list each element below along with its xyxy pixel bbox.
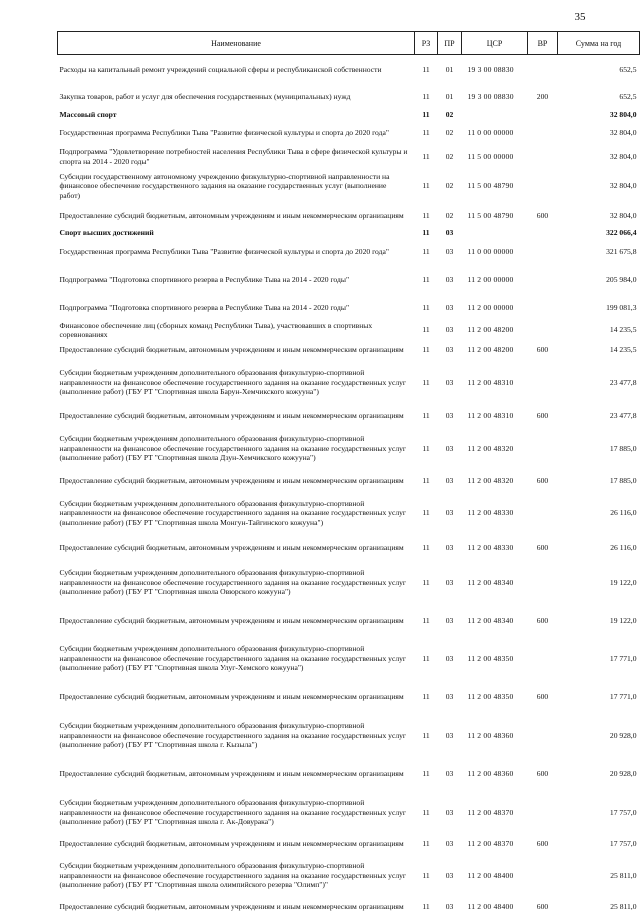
page-number: 35 bbox=[574, 11, 586, 23]
row-vr-cell bbox=[528, 492, 558, 535]
row-rz-cell: 11 bbox=[422, 377, 430, 387]
row-csr-cell: 11 2 00 48340 bbox=[467, 577, 514, 587]
row-rz-cell: 11 bbox=[422, 92, 430, 102]
row-name-cell: Государственная программа Республики Тыва "Развитие физической культуры и спорта до 2020 года" bbox=[59, 127, 389, 137]
table-row bbox=[58, 169, 640, 204]
row-vr-cell bbox=[528, 638, 558, 680]
row-rz-cell: 11 bbox=[422, 181, 430, 191]
row-rz-cell: 11 bbox=[422, 151, 430, 161]
table-row bbox=[58, 792, 640, 834]
table-row bbox=[58, 239, 640, 265]
row-pr-cell: 03 bbox=[445, 653, 454, 663]
row-csr-cell: 11 2 00 48200 bbox=[467, 325, 514, 335]
row-csr-cell: 11 2 00 48340 bbox=[467, 615, 514, 625]
row-pr-cell: 03 bbox=[445, 577, 454, 587]
row-vr-cell: 200 bbox=[536, 92, 549, 102]
row-vr-cell: 600 bbox=[536, 344, 549, 354]
row-name-cell: Субсидии бюджетным учреждениям дополнительного образования физкультурно-спортивной направленности на финансовое обеспечение государственного задания на оказание государственных услуг (выполнение работ) (ГБУ РТ "Спортивная школа г. Ак-Довурака") bbox=[59, 798, 407, 827]
table-row bbox=[58, 110, 640, 121]
row-sum-cell: 26 116,0 bbox=[610, 508, 637, 518]
row-rz-cell: 11 bbox=[422, 64, 430, 74]
row-pr-cell: 02 bbox=[445, 151, 454, 161]
table-row bbox=[58, 897, 640, 917]
row-sum-cell: 652,5 bbox=[619, 92, 637, 102]
row-pr-cell: 02 bbox=[445, 210, 454, 220]
row-sum-cell: 205 984,0 bbox=[606, 274, 637, 284]
table-row bbox=[58, 265, 640, 295]
row-sum-cell: 32 804,0 bbox=[609, 151, 637, 161]
row-name-cell: Подпрограмма "Подготовка спортивного резерва в Республике Тыва на 2014 - 2020 годы" bbox=[59, 302, 350, 312]
row-pr-cell: 03 bbox=[445, 870, 454, 880]
row-sum-cell: 17 757,0 bbox=[609, 839, 637, 849]
row-rz-cell: 11 bbox=[422, 246, 430, 256]
row-pr-cell: 03 bbox=[445, 325, 454, 335]
row-vr-cell bbox=[528, 55, 558, 85]
row-name-cell: Предоставление субсидий бюджетным, автономным учреждениям и иным некоммерческим организациям bbox=[59, 692, 404, 702]
row-sum-cell: 321 675,8 bbox=[606, 246, 637, 256]
row-sum-cell: 20 928,0 bbox=[609, 730, 637, 740]
table-row bbox=[58, 855, 640, 897]
row-sum-cell: 17 771,0 bbox=[609, 653, 637, 663]
row-pr-cell: 03 bbox=[445, 443, 454, 453]
table-row bbox=[58, 604, 640, 638]
row-rz-cell: 11 bbox=[422, 839, 430, 849]
row-csr-cell: 11 2 00 48350 bbox=[467, 692, 514, 702]
row-name-cell: Субсидии бюджетным учреждениям дополнительного образования физкультурно-спортивной направленности на финансовое обеспечение государственного задания на оказание государственных услуг (выполнение работ) (ГБУ РТ "Спортивная школа олимпийского резерва "Олимп")" bbox=[59, 861, 407, 890]
row-csr-cell bbox=[462, 228, 528, 239]
row-csr-cell: 11 2 00 48330 bbox=[467, 508, 514, 518]
row-sum-cell: 19 122,0 bbox=[609, 577, 637, 587]
table-row bbox=[58, 834, 640, 855]
row-sum-cell: 17 771,0 bbox=[609, 692, 637, 702]
row-name-cell: Предоставление субсидий бюджетным, автономным учреждениям и иным некоммерческим организациям bbox=[59, 839, 404, 849]
row-vr-cell: 600 bbox=[536, 692, 549, 702]
row-name-cell: Предоставление субсидий бюджетным, автономным учреждениям и иным некоммерческим организациям bbox=[59, 901, 404, 911]
row-vr-cell bbox=[528, 239, 558, 265]
row-csr-cell: 11 2 00 48360 bbox=[467, 769, 514, 779]
row-sum-cell: 14 235,5 bbox=[609, 325, 637, 335]
row-rz-cell: 11 bbox=[422, 274, 430, 284]
row-csr-cell: 11 5 00 48790 bbox=[467, 210, 514, 220]
header-pr: ПР bbox=[438, 32, 462, 55]
row-sum-cell: 32 804,0 bbox=[609, 181, 637, 191]
header-sum: Сумма на год bbox=[558, 32, 640, 55]
row-vr-cell: 600 bbox=[536, 615, 549, 625]
row-csr-cell: 11 2 00 48310 bbox=[467, 411, 514, 421]
table-header-row bbox=[58, 32, 640, 55]
row-name-cell: Предоставление субсидий бюджетным, автономным учреждениям и иным некоммерческим организациям bbox=[59, 344, 404, 354]
row-sum-cell: 32 804,0 bbox=[609, 210, 637, 220]
row-rz-cell: 11 bbox=[422, 325, 430, 335]
row-vr-cell bbox=[528, 121, 558, 145]
row-vr-cell: 600 bbox=[536, 411, 549, 421]
row-csr-cell: 11 2 00 48360 bbox=[467, 730, 514, 740]
header-vr: ВР bbox=[528, 32, 558, 55]
table-row bbox=[58, 340, 640, 360]
row-csr-cell: 19 3 00 08830 bbox=[467, 64, 514, 74]
row-csr-cell: 11 2 00 48330 bbox=[467, 543, 514, 553]
row-name-cell: Подпрограмма "Подготовка спортивного резерва в Республике Тыва на 2014 - 2020 годы" bbox=[59, 274, 350, 284]
row-vr-cell bbox=[528, 145, 558, 169]
row-pr-cell: 03 bbox=[445, 807, 454, 817]
table-row bbox=[58, 471, 640, 492]
row-name-cell: Субсидии бюджетным учреждениям дополнительного образования физкультурно-спортивной направленности на финансовое обеспечение государственного задания на оказание государственных услуг (выполнение работ) (ГБУ РТ "Спортивная школа г. Кызыла") bbox=[59, 721, 407, 750]
row-pr-cell: 03 bbox=[445, 615, 454, 625]
row-pr-cell: 03 bbox=[445, 769, 454, 779]
row-name-cell: Субсидии бюджетным учреждениям дополнительного образования физкультурно-спортивной направленности на финансовое обеспечение государственного задания на оказание государственных услуг (выполнение работ) (ГБУ РТ "Спортивная школа Монгун-Тайгинского кожууна") bbox=[59, 498, 407, 527]
row-csr-cell: 11 2 00 00000 bbox=[467, 302, 514, 312]
row-name-cell: Субсидии бюджетным учреждениям дополнительного образования физкультурно-спортивной направленности на финансовое обеспечение государственного задания на оказание государственных услуг (выполнение работ) (ГБУ РТ "Спортивная школа Барун-Хемчикского кожууна") bbox=[59, 368, 407, 397]
row-csr-cell: 11 2 00 48370 bbox=[467, 807, 514, 817]
row-rz-cell: 11 bbox=[422, 302, 430, 312]
table-row bbox=[58, 757, 640, 792]
row-vr-cell: 600 bbox=[536, 543, 549, 553]
row-csr-cell: 11 2 00 48320 bbox=[467, 443, 514, 453]
row-rz-cell: 11 bbox=[422, 344, 430, 354]
row-vr-cell bbox=[528, 792, 558, 834]
row-pr-cell: 03 bbox=[445, 274, 454, 284]
table-row bbox=[58, 145, 640, 169]
row-vr-cell bbox=[528, 715, 558, 757]
row-name-cell: Субсидии бюджетным учреждениям дополнительного образования физкультурно-спортивной направленности на финансовое обеспечение государственного задания на оказание государственных услуг (выполнение работ) (ГБУ РТ "Спортивная школа Овюрского кожууна") bbox=[59, 568, 407, 597]
row-vr-cell: 600 bbox=[536, 476, 549, 486]
row-name-cell: Предоставление субсидий бюджетным, автономным учреждениям и иным некоммерческим организациям bbox=[59, 615, 404, 625]
row-csr-cell: 11 2 00 48400 bbox=[467, 901, 514, 911]
row-pr-cell: 02 bbox=[445, 110, 454, 120]
row-sum-cell: 20 928,0 bbox=[609, 769, 637, 779]
row-name-cell: Закупка товаров, работ и услуг для обеспечения государственных (муниципальных) нужд bbox=[59, 92, 351, 102]
row-vr-cell bbox=[528, 295, 558, 321]
row-sum-cell: 17 885,0 bbox=[609, 476, 637, 486]
row-sum-cell: 32 804,0 bbox=[609, 127, 637, 137]
table-row bbox=[58, 228, 640, 239]
table-row bbox=[58, 427, 640, 471]
row-pr-cell: 02 bbox=[445, 127, 454, 137]
row-sum-cell: 17 885,0 bbox=[609, 443, 637, 453]
row-rz-cell: 11 bbox=[422, 615, 430, 625]
table-row bbox=[58, 295, 640, 321]
table-row bbox=[58, 562, 640, 604]
table-row bbox=[58, 492, 640, 535]
row-sum-cell: 199 081,3 bbox=[606, 302, 637, 312]
row-rz-cell: 11 bbox=[422, 508, 430, 518]
row-pr-cell: 01 bbox=[445, 64, 454, 74]
row-vr-cell bbox=[528, 321, 558, 340]
row-csr-cell: 11 5 00 00000 bbox=[467, 151, 514, 161]
row-rz-cell: 11 bbox=[422, 476, 430, 486]
row-rz-cell: 11 bbox=[422, 443, 430, 453]
row-sum-cell: 25 811,0 bbox=[610, 870, 637, 880]
row-name-cell: Спорт высших достижений bbox=[59, 228, 154, 238]
row-pr-cell: 03 bbox=[445, 344, 454, 354]
row-rz-cell: 11 bbox=[422, 127, 430, 137]
row-vr-cell bbox=[528, 562, 558, 604]
row-rz-cell: 11 bbox=[422, 210, 430, 220]
row-rz-cell: 11 bbox=[422, 870, 430, 880]
row-name-cell: Финансовое обеспечение лиц (сборных команд Республики Тыва), участвовавших в спортивных соревнованиях bbox=[59, 320, 373, 340]
row-pr-cell: 03 bbox=[445, 730, 454, 740]
table-body bbox=[58, 55, 640, 917]
row-name-cell: Государственная программа Республики Тыва "Развитие физической культуры и спорта до 2020 года" bbox=[59, 246, 389, 256]
table-row bbox=[58, 204, 640, 228]
row-name-cell: Субсидии бюджетным учреждениям дополнительного образования физкультурно-спортивной направленности на финансовое обеспечение государственного задания на оказание государственных услуг (выполнение работ) (ГБУ РТ "Спортивная школа Дзун-Хемчикского кожууна") bbox=[59, 434, 407, 463]
row-vr-cell bbox=[528, 110, 558, 121]
row-csr-cell bbox=[462, 110, 528, 121]
row-pr-cell: 03 bbox=[445, 508, 454, 518]
row-pr-cell: 03 bbox=[445, 411, 454, 421]
row-sum-cell: 652,5 bbox=[619, 64, 637, 74]
row-pr-cell: 02 bbox=[445, 181, 454, 191]
row-pr-cell: 03 bbox=[445, 839, 454, 849]
row-vr-cell: 600 bbox=[536, 901, 549, 911]
row-rz-cell: 11 bbox=[422, 901, 430, 911]
row-pr-cell: 03 bbox=[445, 377, 454, 387]
row-rz-cell: 11 bbox=[422, 411, 430, 421]
row-sum-cell: 25 811,0 bbox=[610, 901, 637, 911]
row-pr-cell: 03 bbox=[445, 543, 454, 553]
row-rz-cell: 11 bbox=[422, 730, 430, 740]
row-rz-cell: 11 bbox=[422, 543, 430, 553]
row-vr-cell bbox=[528, 855, 558, 897]
row-csr-cell: 11 0 00 00000 bbox=[467, 246, 514, 256]
row-name-cell: Предоставление субсидий бюджетным, автономным учреждениям и иным некоммерческим организациям bbox=[59, 769, 404, 779]
row-name-cell: Предоставление субсидий бюджетным, автономным учреждениям и иным некоммерческим организациям bbox=[59, 411, 404, 421]
row-vr-cell bbox=[528, 427, 558, 471]
row-vr-cell bbox=[528, 265, 558, 295]
row-name-cell: Предоставление субсидий бюджетным, автономным учреждениям и иным некоммерческим организациям bbox=[59, 210, 404, 220]
table-row bbox=[58, 321, 640, 340]
row-pr-cell: 03 bbox=[445, 228, 454, 238]
row-vr-cell: 600 bbox=[536, 210, 549, 220]
row-rz-cell: 11 bbox=[422, 692, 430, 702]
row-pr-cell: 03 bbox=[445, 476, 454, 486]
row-sum-cell: 23 477,8 bbox=[609, 377, 637, 387]
row-csr-cell: 19 3 00 08830 bbox=[467, 92, 514, 102]
row-vr-cell bbox=[528, 169, 558, 204]
row-sum-cell: 26 116,0 bbox=[610, 543, 637, 553]
row-rz-cell: 11 bbox=[422, 577, 430, 587]
row-csr-cell: 11 0 00 00000 bbox=[467, 127, 514, 137]
table-row bbox=[58, 360, 640, 406]
row-name-cell: Расходы на капитальный ремонт учреждений социальной сферы и республиканской собственности bbox=[59, 64, 382, 74]
table-row bbox=[58, 715, 640, 757]
row-rz-cell: 11 bbox=[422, 228, 430, 238]
row-pr-cell: 01 bbox=[445, 92, 454, 102]
table-row bbox=[58, 55, 640, 85]
row-name-cell: Субсидии государственному автономному учреждению физкультурно-спортивной направленности на финансовое обеспечение государственного задания на оказание государственных услуг (выполнение работ) bbox=[59, 171, 390, 200]
budget-table bbox=[57, 31, 640, 917]
row-csr-cell: 11 5 00 48790 bbox=[467, 181, 514, 191]
row-name-cell: Субсидии бюджетным учреждениям дополнительного образования физкультурно-спортивной направленности на финансовое обеспечение государственного задания на оказание государственных услуг (выполнение работ) (ГБУ РТ "Спортивная школа Улуг-Хемского кожууна") bbox=[59, 644, 407, 673]
row-sum-cell: 19 122,0 bbox=[609, 615, 637, 625]
header-name: Наименование bbox=[58, 32, 415, 55]
row-csr-cell: 11 2 00 48350 bbox=[467, 653, 514, 663]
header-rz: РЗ bbox=[415, 32, 438, 55]
row-pr-cell: 03 bbox=[445, 692, 454, 702]
row-vr-cell bbox=[528, 228, 558, 239]
row-sum-cell: 14 235,5 bbox=[609, 344, 637, 354]
row-csr-cell: 11 2 00 48320 bbox=[467, 476, 514, 486]
row-pr-cell: 03 bbox=[445, 246, 454, 256]
table-row bbox=[58, 85, 640, 110]
row-sum-cell: 17 757,0 bbox=[609, 807, 637, 817]
row-name-cell: Предоставление субсидий бюджетным, автономным учреждениям и иным некоммерческим организациям bbox=[59, 476, 404, 486]
row-pr-cell: 03 bbox=[445, 302, 454, 312]
table-row bbox=[58, 406, 640, 427]
table-row bbox=[58, 535, 640, 562]
row-sum-cell: 23 477,8 bbox=[609, 411, 637, 421]
row-rz-cell: 11 bbox=[422, 807, 430, 817]
row-csr-cell: 11 2 00 48200 bbox=[467, 344, 514, 354]
row-csr-cell: 11 2 00 48370 bbox=[467, 839, 514, 849]
row-name-cell: Подпрограмма "Удовлетворение потребностей населения Республики Тыва в сфере физической культуры и спорта на 2014 - 2020 годы" bbox=[59, 146, 408, 166]
row-pr-cell: 03 bbox=[445, 901, 454, 911]
table-row bbox=[58, 638, 640, 680]
row-csr-cell: 11 2 00 00000 bbox=[467, 274, 514, 284]
table-row bbox=[58, 680, 640, 715]
row-vr-cell: 600 bbox=[536, 769, 549, 779]
row-rz-cell: 11 bbox=[422, 110, 430, 120]
row-vr-cell bbox=[528, 360, 558, 406]
row-name-cell: Предоставление субсидий бюджетным, автономным учреждениям и иным некоммерческим организациям bbox=[59, 543, 404, 553]
row-name-cell: Массовый спорт bbox=[59, 110, 117, 120]
header-csr: ЦСР bbox=[462, 32, 528, 55]
row-csr-cell: 11 2 00 48400 bbox=[467, 870, 514, 880]
row-rz-cell: 11 bbox=[422, 653, 430, 663]
row-vr-cell: 600 bbox=[536, 839, 549, 849]
row-csr-cell: 11 2 00 48310 bbox=[467, 377, 514, 387]
table-row bbox=[58, 121, 640, 145]
row-rz-cell: 11 bbox=[422, 769, 430, 779]
row-sum-cell: 32 804,0 bbox=[609, 110, 637, 120]
row-sum-cell: 322 066,4 bbox=[606, 228, 637, 238]
